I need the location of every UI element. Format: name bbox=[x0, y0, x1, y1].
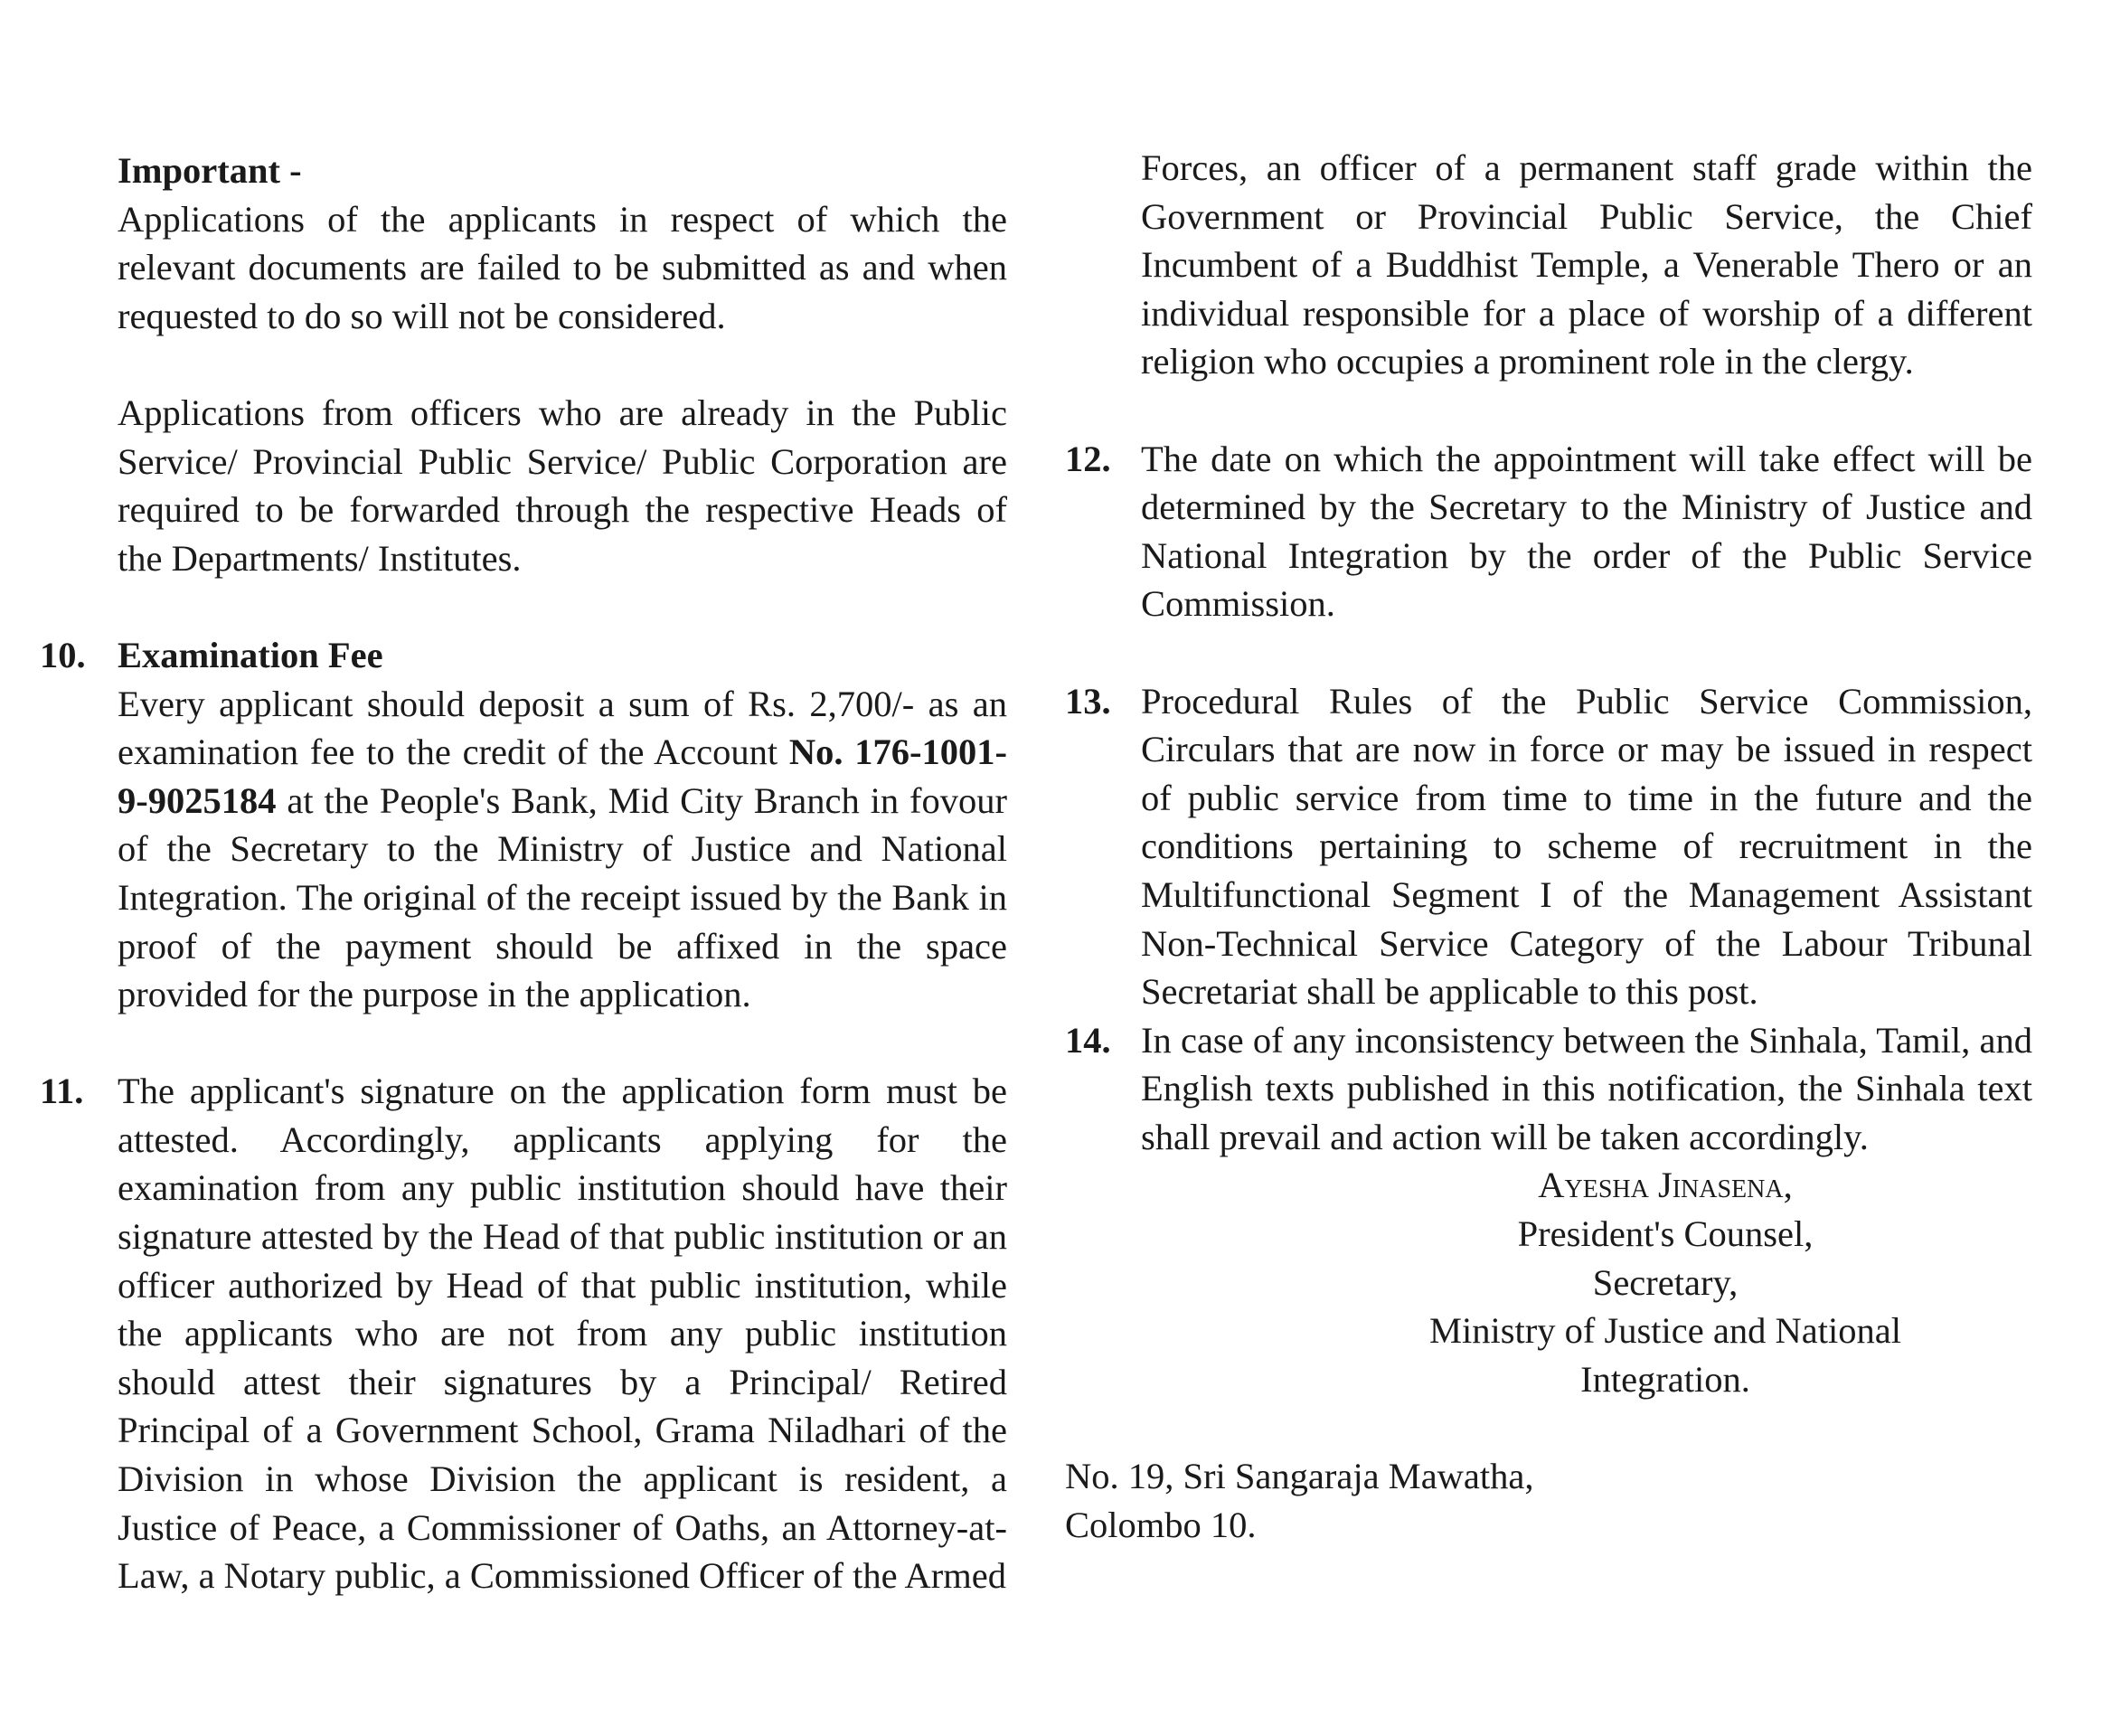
spacer bbox=[1141, 628, 2032, 677]
section-11-continued: Forces, an officer of a permanent staff grade within the Government or Provincial Public Service, the Chief Incumbent of a Buddhist Temple, a Venerable Thero or an individual responsible for a place of worship of a different religion who occupies a prominent role in the clergy. bbox=[1141, 147, 2032, 382]
important-paragraph-2: Applications from officers who are already in the Public Service/ Provincial Public Service/ Public Corporation are required to be forwarded through the respective Heads of the Departments/ Institutes. bbox=[118, 392, 1007, 579]
section-body: The date on which the appointment will take effect will be determined by the Secretary to the Ministry of Justice and National Integration by the order of the Public Service Commission. bbox=[1141, 438, 2032, 625]
section-body: Procedural Rules of the Public Service Commission, Circulars that are now in force or may be issued in respect of public service from time to time in the future and the conditions pertaining to scheme of recruitment in the Multifunctional Segment I of the Management Assistant Non-Technical Service Category of the Labour Tribunal Secretariat shall be applicable to this post. bbox=[1141, 680, 2032, 1013]
section-body: The applicant's signature on the application form must be attested. Accordingly, applicants applying for the examination from any public institution should have their signature attested by the Head of that public institution or an officer authorized by Head of that public institution, while the applicants who are not from any public institution should attest their signatures by a Principal/ Retired Principal of a Government School, Grama Niladhari of the Division in whose Division the applicant is resident, a Justice of Peace, a Commissioner of Oaths, an Attorney-at-Law, a Notary public, a Commissioned Officer of the Armed bbox=[118, 1071, 1007, 1597]
address-block bbox=[1065, 1452, 2032, 1549]
signatory-title: President's Counsel, bbox=[1517, 1213, 1814, 1255]
section-number: 12. bbox=[1065, 438, 1111, 479]
signatory-name: Ayesha Jinasena, bbox=[1538, 1165, 1793, 1206]
account-number: No. 176-1001-9-9025184 bbox=[118, 731, 1007, 821]
section-heading: Examination Fee bbox=[118, 634, 383, 675]
right-column bbox=[1065, 144, 2032, 1549]
spacer bbox=[118, 1019, 1007, 1068]
section-12-appointment-date bbox=[1065, 435, 2032, 628]
section-body: In case of any inconsistency between the Sinhala, Tamil, and English texts published in this notification, the Sinhala text shall prevail and action will be taken accordingly. bbox=[1141, 1019, 2032, 1157]
fee-text-continued: at the People's Bank, Mid City Branch in fovour of the Secretary to the Ministry of Justice and National Integration. The original of the receipt issued by the Bank in proof of the payment should be affixed in the space provided for the purpose in the application. bbox=[118, 779, 1007, 1015]
spacer bbox=[118, 582, 1007, 631]
address-line-2: Colombo 10. bbox=[1065, 1504, 1257, 1545]
section-10-examination-fee bbox=[40, 631, 1007, 1019]
fee-text: Every applicant should deposit a sum of Rs. 2,700/- as an examination fee to the credit of the Account bbox=[118, 683, 1007, 773]
section-number: 14. bbox=[1065, 1019, 1111, 1061]
signature-block bbox=[1412, 1161, 1918, 1403]
spacer bbox=[118, 340, 1007, 389]
spacer bbox=[1141, 1403, 2032, 1452]
spacer bbox=[1141, 386, 2032, 435]
left-column bbox=[40, 146, 1007, 1600]
section-number: 13. bbox=[1065, 680, 1111, 722]
important-paragraph-1: Applications of the applicants in respect of which the relevant documents are failed to be submitted as and when requested to do so will not be considered. bbox=[118, 198, 1007, 336]
address-line-1: No. 19, Sri Sangaraja Mawatha, bbox=[1065, 1456, 1534, 1497]
signatory-organization-continued: Integration. bbox=[1580, 1358, 1750, 1400]
section-number: 11. bbox=[40, 1071, 84, 1112]
signatory-position: Secretary, bbox=[1592, 1261, 1739, 1303]
section-11-signature-attestation bbox=[40, 1067, 1007, 1600]
section-14-language-precedence bbox=[1065, 1016, 2032, 1162]
section-13-procedural-rules bbox=[1065, 677, 2032, 1016]
section-number: 10. bbox=[40, 634, 86, 675]
signatory-organization: Ministry of Justice and National bbox=[1429, 1310, 1901, 1352]
section-body bbox=[118, 680, 1007, 1019]
important-heading: Important - bbox=[118, 150, 302, 191]
